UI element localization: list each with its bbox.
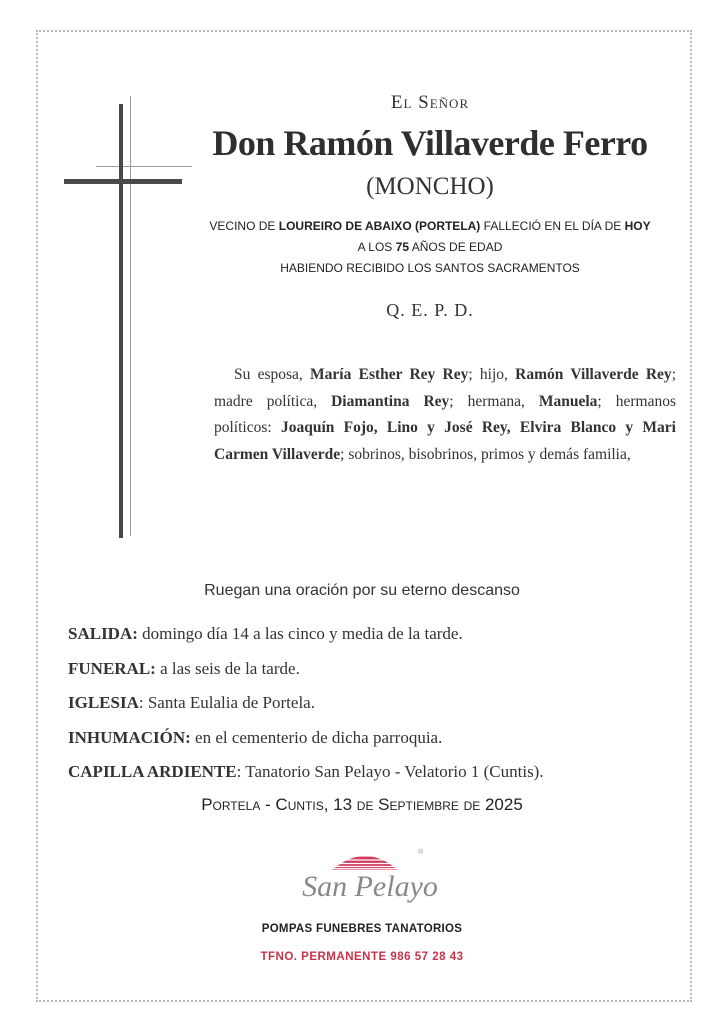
info-line-1: VECINO DE LOUREIRO DE ABAIXO (PORTELA) FALLECIÓ EN EL DÍA DE HOY <box>209 219 651 233</box>
detail-inhumacion: INHUMACIÓN: en el cementerio de dicha parroquia. <box>68 727 443 747</box>
deceased-name: Don Ramón Villaverde Ferro <box>212 123 648 163</box>
nickname: (MONCHO) <box>366 173 494 200</box>
info-line-3: HABIENDO RECIBIDO LOS SANTOS SACRAMENTOS <box>280 261 580 275</box>
family-paragraph: Su esposa, María Esther Rey Rey; hijo, Ramón Villaverde Rey; madre política, Diamantina Rey; hermana, Manuela; hermanos políticos: Joaquín Fojo, Lino y José Rey, Elvira Blanco y Mari Carmen Villaverde; sobrinos, bisobrinos, primos y demás familia, <box>214 366 676 463</box>
phone-number: TFNO. PERMANENTE 986 57 28 43 <box>260 951 464 963</box>
info-line-2: A LOS 75 AÑOS DE EDAD <box>357 240 503 254</box>
death-info <box>180 216 680 279</box>
company-name: POMPAS FUNEBRES TANATORIOS <box>261 923 463 935</box>
logo-name: San Pelayo <box>302 870 438 903</box>
title-line: El Señor <box>390 92 470 113</box>
registered-mark: ® <box>418 849 424 856</box>
place-date: Portela - Cuntis, 13 de Septiembre de 2025 <box>201 795 523 814</box>
detail-salida: SALIDA: domingo día 14 a las cinco y media de la tarde. <box>68 624 463 643</box>
detail-capilla: CAPILLA ARDIENTE: Tanatorio San Pelayo - Velatorio 1 (Cuntis). <box>68 762 544 781</box>
detail-funeral: FUNERAL: a las seis de la tarde. <box>68 658 300 678</box>
prayer-request: Ruegan una oración por su eterno descanso <box>204 582 520 599</box>
detail-iglesia: IGLESIA: Santa Eulalia de Portela. <box>68 693 315 712</box>
service-details <box>68 622 688 795</box>
qepd: Q. E. P. D. <box>386 300 474 320</box>
